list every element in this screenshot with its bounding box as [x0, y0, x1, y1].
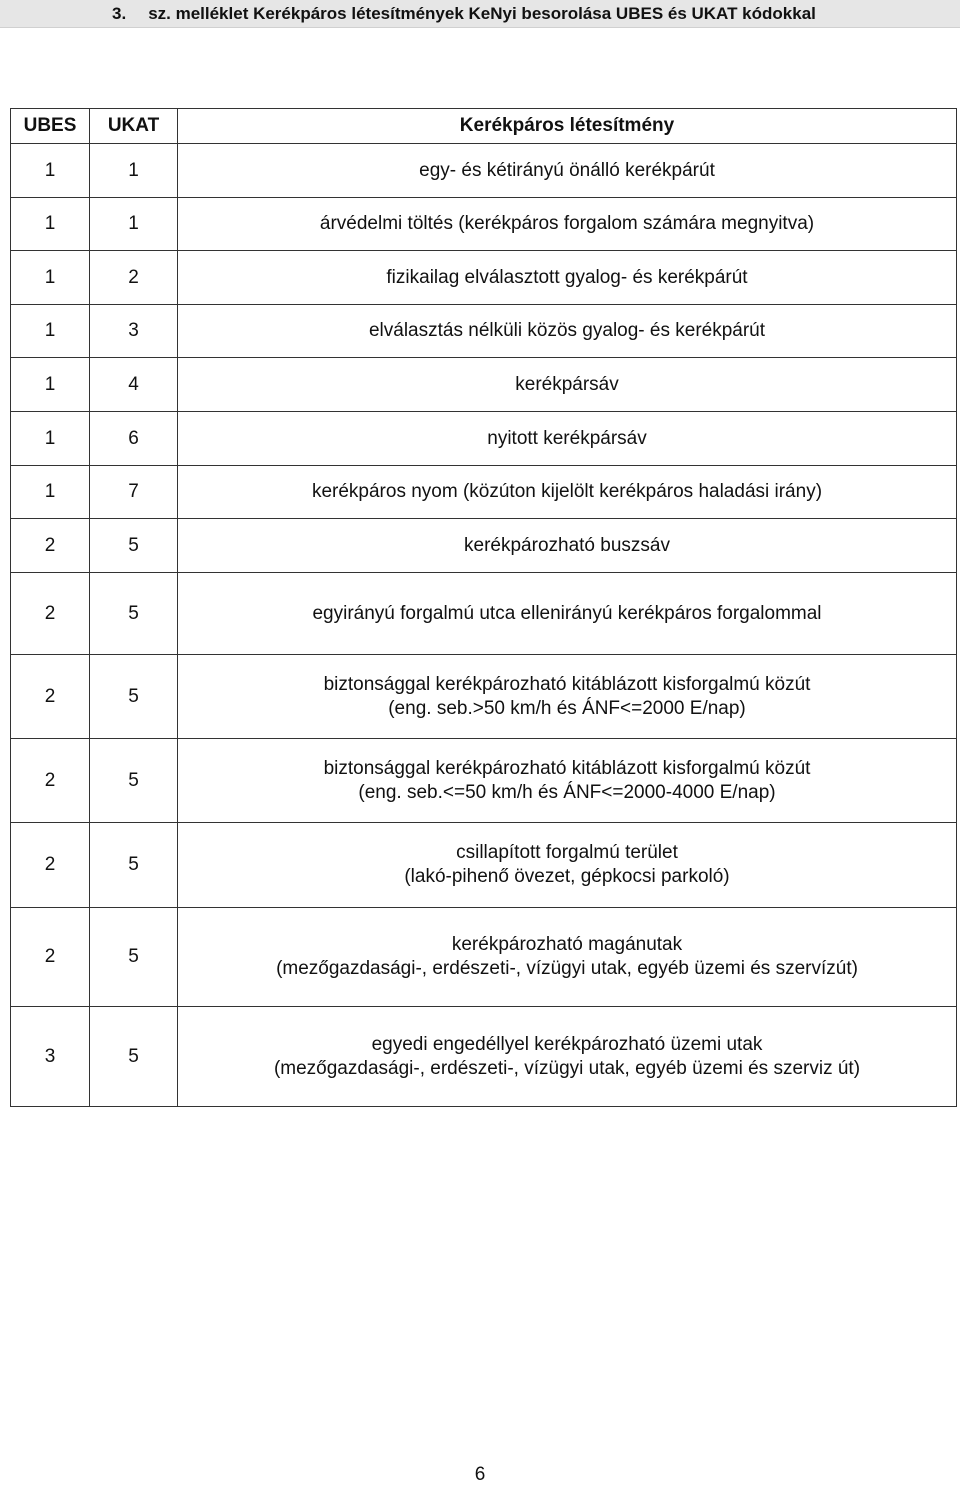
page-number: 6: [474, 1464, 486, 1485]
table-row: [11, 519, 957, 573]
ukat-cell: 5: [90, 908, 178, 1007]
facility-name: kerékpársáv: [515, 373, 619, 395]
facility-name: kerékpározható buszsáv: [464, 534, 670, 556]
table-row: [11, 358, 957, 412]
facility-name-detail: (eng. seb.>50 km/h és ÁNF<=2000 E/nap): [388, 697, 746, 719]
facility-name: csillapított forgalmú terület: [456, 842, 678, 863]
column-header-facility: Kerékpáros létesítmény: [178, 109, 957, 144]
table-row: [11, 573, 957, 655]
facility-cell: [178, 251, 957, 305]
facility-name: árvédelmi töltés (kerékpáros forgalom számára megnyitva): [319, 213, 815, 234]
ubes-cell: 2: [11, 823, 90, 908]
facility-cell: [178, 466, 957, 519]
facility-name: egyirányú forgalmú utca ellenirányú kerékpáros forgalommal: [312, 602, 822, 624]
ukat-cell: 1: [90, 198, 178, 251]
table-header-row: [11, 109, 957, 144]
facility-cell: [178, 573, 957, 655]
table-row: [11, 908, 957, 1007]
facility-name-detail: (mezőgazdasági-, erdészeti-, vízügyi utak, egyéb üzemi és szerviz út): [273, 1057, 861, 1079]
ukat-cell: 4: [90, 358, 178, 412]
facility-name: kerékpáros nyom (közúton kijelölt kerékpáros haladási irány): [311, 481, 823, 502]
annex-number: 3.: [112, 3, 127, 23]
facility-cell: [178, 823, 957, 908]
ukat-cell: 5: [90, 823, 178, 908]
ubes-cell: 1: [11, 466, 90, 519]
table-row: [11, 739, 957, 823]
table-row: [11, 823, 957, 908]
ukat-cell: 3: [90, 305, 178, 358]
table-row: [11, 198, 957, 251]
ukat-cell: 6: [90, 412, 178, 466]
facility-name: egyedi engedéllyel kerékpározható üzemi utak: [371, 1033, 763, 1055]
table-row: [11, 412, 957, 466]
facility-cell: [178, 412, 957, 466]
ubes-cell: 2: [11, 908, 90, 1007]
ukat-cell: 5: [90, 573, 178, 655]
table-row: [11, 655, 957, 739]
facility-cell: [178, 1007, 957, 1107]
facility-name-detail: (eng. seb.<=50 km/h és ÁNF<=2000-4000 E/nap): [358, 781, 776, 803]
table-row: [11, 1007, 957, 1107]
ubes-cell: 1: [11, 305, 90, 358]
facility-cell: [178, 908, 957, 1007]
table-row: [11, 305, 957, 358]
ubes-cell: 1: [11, 251, 90, 305]
facility-cell: [178, 739, 957, 823]
ubes-cell: 1: [11, 358, 90, 412]
facility-cell: [178, 358, 957, 412]
table-row: [11, 466, 957, 519]
ukat-cell: 7: [90, 466, 178, 519]
facility-name-detail: (mezőgazdasági-, erdészeti-, vízügyi utak, egyéb üzemi és szervízút): [276, 958, 858, 979]
column-header-ubes: UBES: [11, 109, 90, 144]
ukat-cell: 5: [90, 739, 178, 823]
facility-name: elválasztás nélküli közös gyalog- és kerékpárút: [368, 320, 766, 341]
facility-name: kerékpározható magánutak: [451, 934, 683, 955]
ukat-cell: 1: [90, 144, 178, 198]
facility-name: egy- és kétirányú önálló kerékpárút: [419, 159, 715, 181]
table-row: [11, 251, 957, 305]
ubes-cell: 2: [11, 573, 90, 655]
column-header-ukat: UKAT: [90, 109, 178, 144]
facility-cell: [178, 144, 957, 198]
facility-name-detail: (lakó-pihenő övezet, gépkocsi parkoló): [404, 866, 730, 887]
ukat-cell: 5: [90, 655, 178, 739]
facility-cell: [178, 519, 957, 573]
annex-title: sz. melléklet Kerékpáros létesítmények KeNyi besorolása UBES és UKAT kódokkal: [148, 3, 816, 23]
ukat-cell: 5: [90, 519, 178, 573]
annex-header: [0, 0, 960, 28]
ubes-cell: 1: [11, 144, 90, 198]
ubes-cell: 2: [11, 655, 90, 739]
ubes-cell: 2: [11, 739, 90, 823]
facility-name: biztonsággal kerékpározható kitáblázott kisforgalmú közút: [323, 673, 811, 695]
facility-name: nyitott kerékpársáv: [487, 427, 647, 449]
facility-table: [10, 108, 957, 1107]
facility-cell: [178, 198, 957, 251]
ubes-cell: 2: [11, 519, 90, 573]
facility-name: fizikailag elválasztott gyalog- és kerékpárút: [386, 266, 748, 288]
ubes-cell: 1: [11, 412, 90, 466]
facility-cell: [178, 305, 957, 358]
facility-cell: [178, 655, 957, 739]
table-row: [11, 144, 957, 198]
facility-name: biztonsággal kerékpározható kitáblázott kisforgalmú közút: [323, 757, 811, 779]
ubes-cell: 1: [11, 198, 90, 251]
ubes-cell: 3: [11, 1007, 90, 1107]
ukat-cell: 2: [90, 251, 178, 305]
ukat-cell: 5: [90, 1007, 178, 1107]
